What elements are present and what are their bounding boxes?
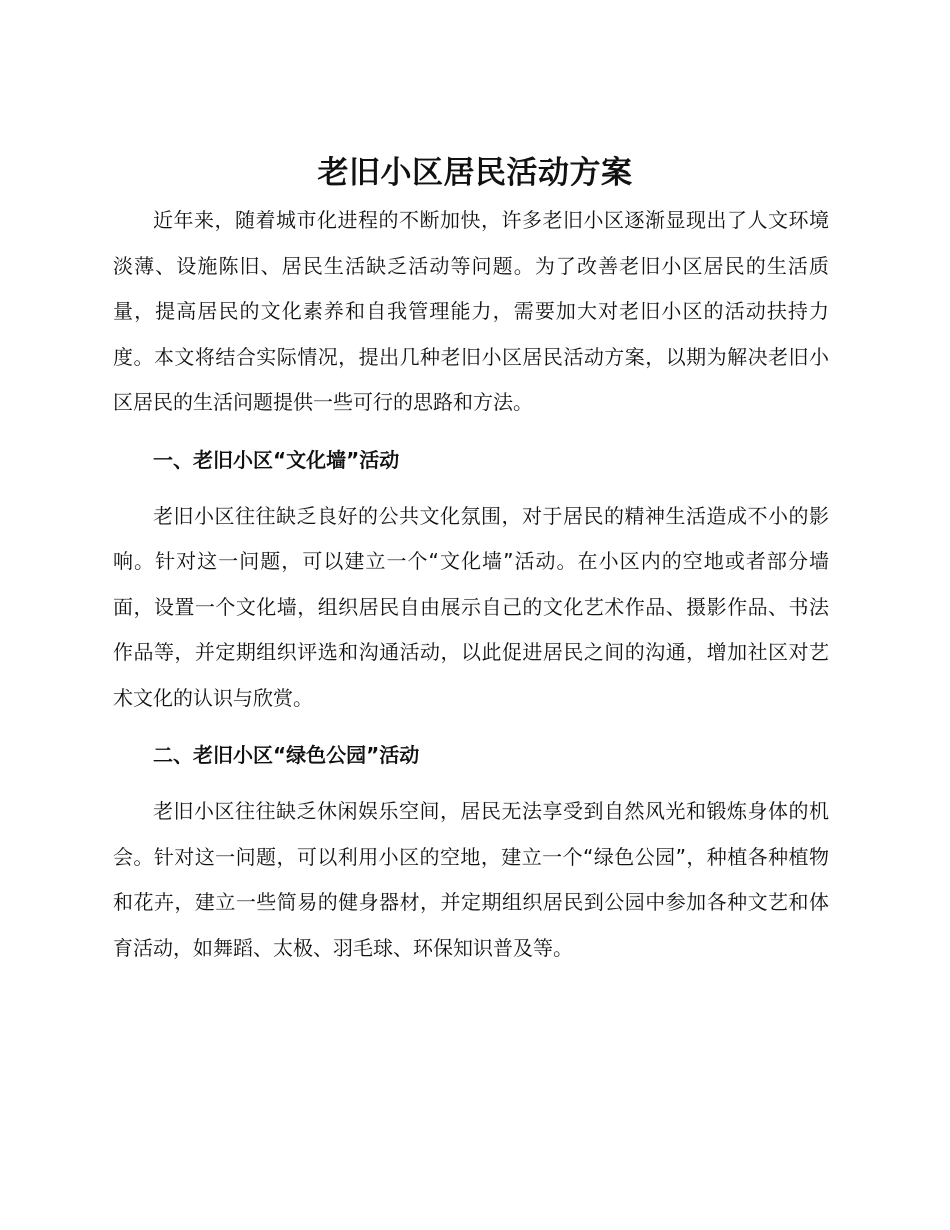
section-paragraph: 老旧小区往往缺乏良好的公共文化氛围，对于居民的精神生活造成不小的影响。针对这一问题，可以建立一个“文化墙”活动。在小区内的空地或者部分墙面，设置一个文化墙，组织居民自由展示自己的文化艺术作品、摄影作品、书法作品等，并定期组织评选和沟通活动，以此促进居民之间的沟通，增加社区对艺术文化的认识与欣赏。 (113, 503, 829, 710)
document-body (113, 198, 829, 971)
section-culture-wall (113, 438, 829, 722)
document-title: 老旧小区居民活动方案 (317, 155, 633, 191)
section-heading: 一、老旧小区“文化墙”活动 (153, 447, 400, 472)
intro-paragraph: 近年来，随着城市化进程的不断加快，许多老旧小区逐渐显现出了人文环境淡薄、设施陈旧、居民生活缺乏活动等问题。为了改善老旧小区居民的生活质量，提高居民的文化素养和自我管理能力，需要加大对老旧小区的活动扶持力度。本文将结合实际情况，提出几种老旧小区居民活动方案，以期为解决老旧小区居民的生活问题提供一些可行的思路和方法。 (113, 208, 829, 414)
section-green-park (113, 733, 829, 971)
section-paragraph: 老旧小区往往缺乏休闲娱乐空间，居民无法享受到自然风光和锻炼身体的机会。针对这一问题，可以利用小区的空地，建立一个“绿色公园”，种植各种植物和花卉，建立一些简易的健身器材，并定期组织居民到公园中参加各种文艺和体育活动，如舞蹈、太极、羽毛球、环保知识普及等。 (113, 799, 829, 960)
section-heading: 二、老旧小区“绿色公园”活动 (153, 743, 420, 767)
